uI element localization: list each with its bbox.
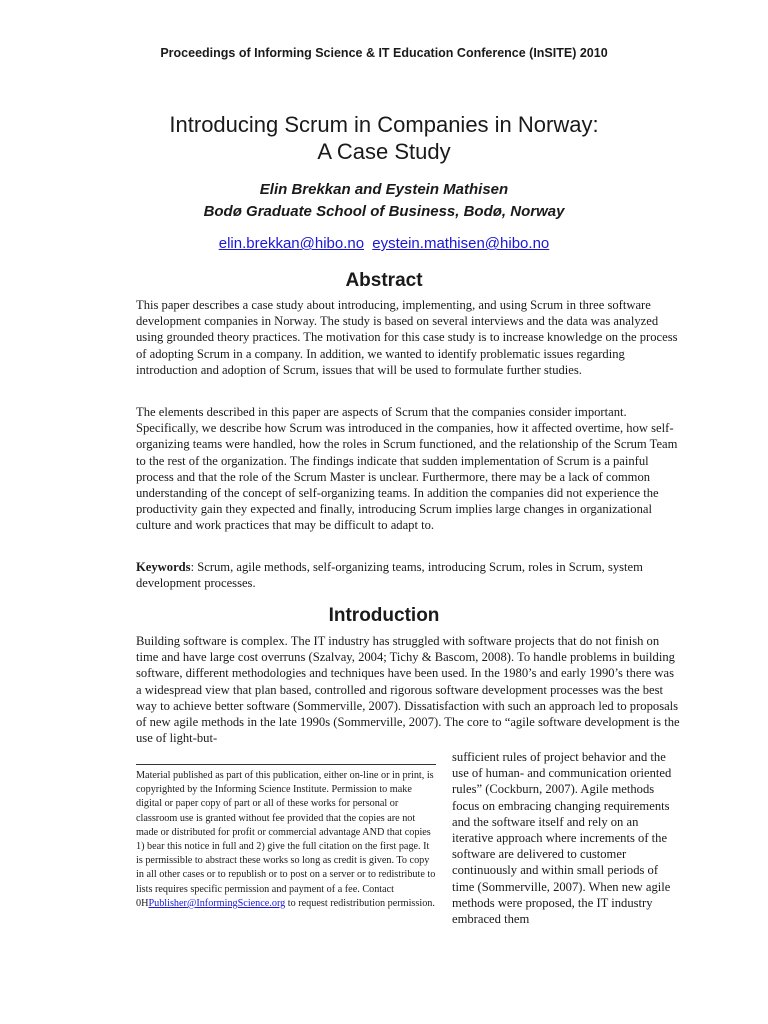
- abstract-heading: Abstract: [345, 270, 423, 291]
- copyright-notice: [136, 764, 436, 911]
- keywords-text: : Scrum, agile methods, self-organizing teams, introducing Scrum, roles in Scrum, system development processes.: [136, 560, 643, 591]
- author-affiliation: Bodø Graduate School of Business, Bodø, Norway: [203, 203, 565, 220]
- email-link-brekkan[interactable]: elin.brekkan@hibo.no: [218, 235, 365, 252]
- abstract-paragraph-1: This paper describes a case study about introducing, implementing, and using Scrum in three software development companies in Norway. The study is based on several interviews and the data was analyzed using grounded theory practices. The motivation for this case study is to increase knowledge on the process of adopting Scrum in a company. In addition, we wanted to identify problematic issues regarding introduction and adoption of Scrum, issues that will be used to formulate further studies.: [136, 298, 678, 377]
- title-line-2: A Case Study: [317, 139, 451, 164]
- introduction-paragraph-1: Building software is complex. The IT industry has struggled with software projects that do not finish on time and have large cost overruns (Szalvay, 2004; Tichy & Bascom, 2008). To handle problems in building software, different methodologies and techniques have been used. In the 1980’s and early 1990’s there was a widespread view that plan based, controlled and rigorous software development processes was the best way to achieve better software (Sommerville, 2007). Dissatisfaction with such an approach led to proposals of new agile methods in the late 1990s (Sommerville, 2007). The core to “agile software development is the use of light-but-: [136, 634, 680, 746]
- conference-header: Proceedings of Informing Science & IT Education Conference (InSITE) 2010: [160, 46, 608, 60]
- author-emails: [0, 235, 768, 252]
- copyright-text: Material published as part of this publication, either on-line or in print, is copyrighted by the Informing Science Institute. Permission to make digital or paper copy of part or all of these works for personal or classroom use is granted without fee provided that the copies are not made or distributed for profit or commercial advantage AND that copies 1) bear this notice in full and 2) give the full citation on the first page. It is permissible to abstract these works so long as credit is given. To copy in all other cases or to republish or to post on a server or to redistribute to lists requires specific permission and payment of a fee. Contact 0H: [136, 770, 436, 909]
- keywords-label: Keywords: [136, 560, 191, 574]
- paper-title: [0, 111, 768, 165]
- title-line-1: Introducing Scrum in Companies in Norway:: [169, 112, 599, 137]
- email-link-mathisen[interactable]: eystein.mathisen@hibo.no: [372, 235, 550, 252]
- copyright-text-end: to request redistribution permission.: [285, 897, 435, 909]
- author-block: [0, 179, 768, 223]
- introduction-heading: Introduction: [328, 605, 440, 626]
- introduction-right-column: sufficient rules of project behavior and the use of human- and communication oriented rules” (Cockburn, 2007). Agile methods focus on embracing changing requirements and the software itself and rely on an iterative approach where increments of the software are delivered to customer continuously and within small periods of time (Sommerville, 2007). When new agile methods were proposed, the IT industry embraced them: [452, 750, 672, 927]
- publisher-email-link[interactable]: Publisher@InformingScience.org: [148, 897, 286, 909]
- keywords-paragraph: [136, 559, 681, 591]
- author-names: Elin Brekkan and Eystein Mathisen: [259, 181, 509, 198]
- abstract-paragraph-2: The elements described in this paper are aspects of Scrum that the companies consider important. Specifically, we describe how Scrum was introduced in the companies, how it affected overtime, how self-organizing teams were handled, how the roles in Scrum functioned, and the relationship of the Scrum Team to the rest of the organization. The findings indicate that sudden implementation of Scrum is a painful process and that the role of the Scrum Master is unclear. Furthermore, there may be a lack of common understanding of the concept of self-organizing teams. In addition the companies did not experience the productivity gain they expected and finally, introducing Scrum implies large changes in organizational culture and work practices that may be difficult to adapt to.: [136, 405, 678, 533]
